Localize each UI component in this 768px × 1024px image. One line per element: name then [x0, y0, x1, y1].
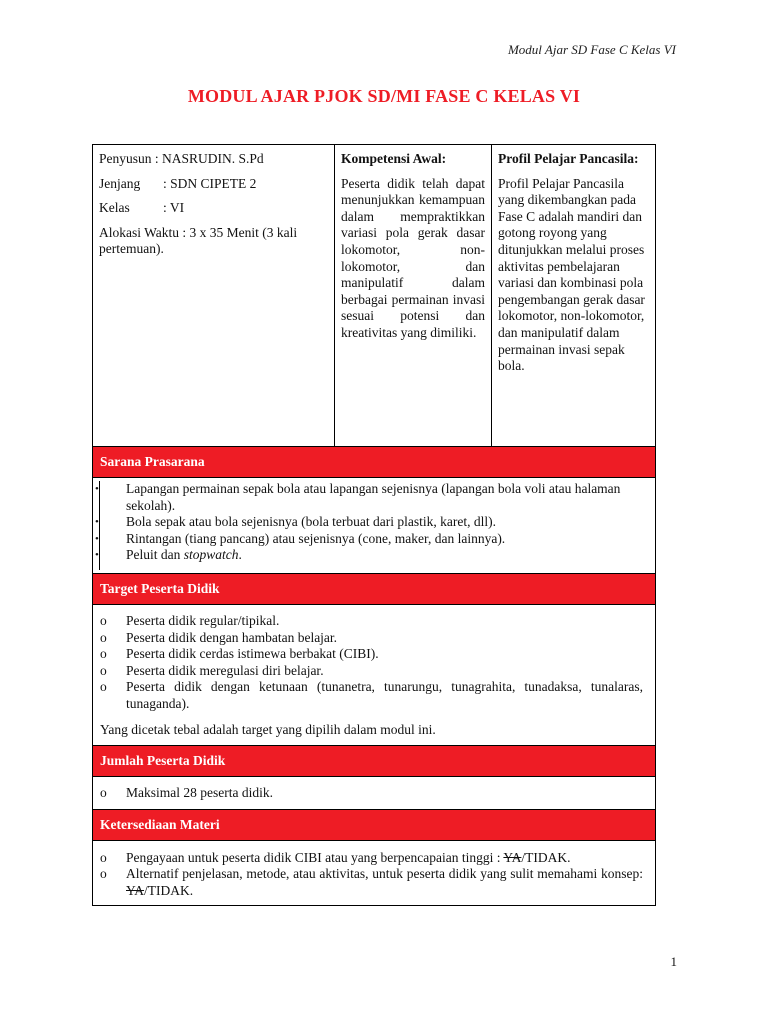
identity-column [93, 145, 335, 446]
bullet-icon: • [95, 549, 99, 562]
list-item: o Peserta didik meregulasi diri belajar. [100, 662, 324, 678]
kelas-line [99, 200, 328, 217]
sarana-heading: Sarana Prasarana [93, 447, 655, 478]
penyusun-line: Penyusun : NASRUDIN. S.Pd [99, 151, 264, 166]
document-title: MODUL AJAR PJOK SD/MI FASE C KELAS VI [187, 86, 581, 106]
jumlah-heading: Jumlah Peserta Didik [93, 746, 655, 777]
jenjang-line [99, 176, 328, 193]
kelas-label: Kelas [99, 200, 130, 216]
jenjang-label: Jenjang [99, 175, 141, 191]
list-item: • Rintangan (tiang pancang) atau sejenisnya (cone, maker, dan lainnya). [95, 530, 506, 546]
struck-ya: YA [503, 849, 522, 865]
identity-row [93, 145, 655, 447]
jumlah-list [100, 785, 643, 802]
list-item: o Peserta didik regular/tipikal. [100, 612, 280, 628]
circle-bullet-icon: o [100, 866, 107, 882]
list-item: o Pengayaan untuk peserta didik CIBI atau yang berpencapaian tinggi : YA/TIDAK. [100, 849, 571, 865]
jenjang-value: : SDN CIPETE 2 [163, 175, 257, 191]
bullet-icon: • [95, 516, 99, 529]
alokasi-line: Alokasi Waktu : 3 x 35 Menit (3 kali pertemuan). [99, 224, 298, 257]
circle-bullet-icon: o [100, 662, 107, 678]
target-note: Yang dicetak tebal adalah target yang dipilih dalam modul ini. [100, 721, 436, 737]
kompetensi-text: Peserta didik telah dapat menunjukkan kemampuan dalam mempraktikkan variasi pola gerak dasar lokomotor, non-lokomotor, dan manipulatif dalam berbagai permainan invasi sesuai potensi dan kreativitas yang dimiliki. [341, 175, 485, 340]
bullet-icon: • [95, 532, 99, 545]
circle-bullet-icon: o [100, 785, 107, 801]
target-list [100, 613, 643, 713]
ketersediaan-body [93, 841, 655, 905]
module-table [92, 144, 656, 906]
list-item: • Bola sepak atau bola sejenisnya (bola terbuat dari plastik, karet, dll). [95, 514, 497, 530]
ketersediaan-list [100, 850, 643, 900]
jumlah-body [93, 777, 655, 810]
circle-bullet-icon: o [100, 646, 107, 662]
kompetensi-column [335, 145, 492, 446]
list-item: • Peluit dan stopwatch. [95, 547, 242, 563]
target-body [93, 605, 655, 746]
ketersediaan-heading: Ketersediaan Materi [93, 810, 655, 841]
bullet-icon: • [95, 483, 99, 495]
profil-text: Profil Pelajar Pancasila yang dikembangkan pada Fase C adalah mandiri dan gotong royong yang ditunjukkan melalui proses aktivitas pembelajaran variasi dan kombinasi pola pengembangan gerak dasar lokomotor, non-lokomotor, dan manipulatif dalam permainan invasi sepak bola. [498, 175, 645, 374]
list-item: o Maksimal 28 peserta didik. [100, 785, 273, 801]
struck-ya: YA [126, 882, 145, 898]
list-item: o Alternatif penjelasan, metode, atau aktivitas, untuk peserta didik yang sulit memahami konsep: YA/TIDAK. [100, 866, 643, 898]
sarana-list [95, 481, 643, 570]
sarana-body [93, 478, 655, 574]
circle-bullet-icon: o [100, 629, 107, 645]
profil-column [492, 145, 655, 446]
list-item: o Peserta didik dengan ketunaan (tunanetra, tunarungu, tunagrahita, tunadaksa, tunalaras, tunaganda). [100, 679, 643, 711]
target-heading: Target Peserta Didik [93, 574, 655, 605]
running-header: Modul Ajar SD Fase C Kelas VI [507, 42, 676, 57]
kompetensi-heading: Kompetensi Awal: [341, 151, 447, 166]
profil-heading: Profil Pelajar Pancasila: [498, 151, 639, 166]
list-item: o Peserta didik dengan hambatan belajar. [100, 629, 338, 645]
list-item: • Lapangan permainan sepak bola atau lapangan sejenisnya (lapangan bola voli atau halaman sekolah). [95, 481, 621, 513]
list-item: o Peserta didik cerdas istimewa berbakat (CIBI). [100, 646, 379, 662]
circle-bullet-icon: o [100, 849, 107, 865]
circle-bullet-icon: o [100, 612, 107, 628]
page-number: 1 [670, 954, 677, 969]
kelas-value: : VI [163, 200, 185, 216]
circle-bullet-icon: o [100, 679, 107, 695]
